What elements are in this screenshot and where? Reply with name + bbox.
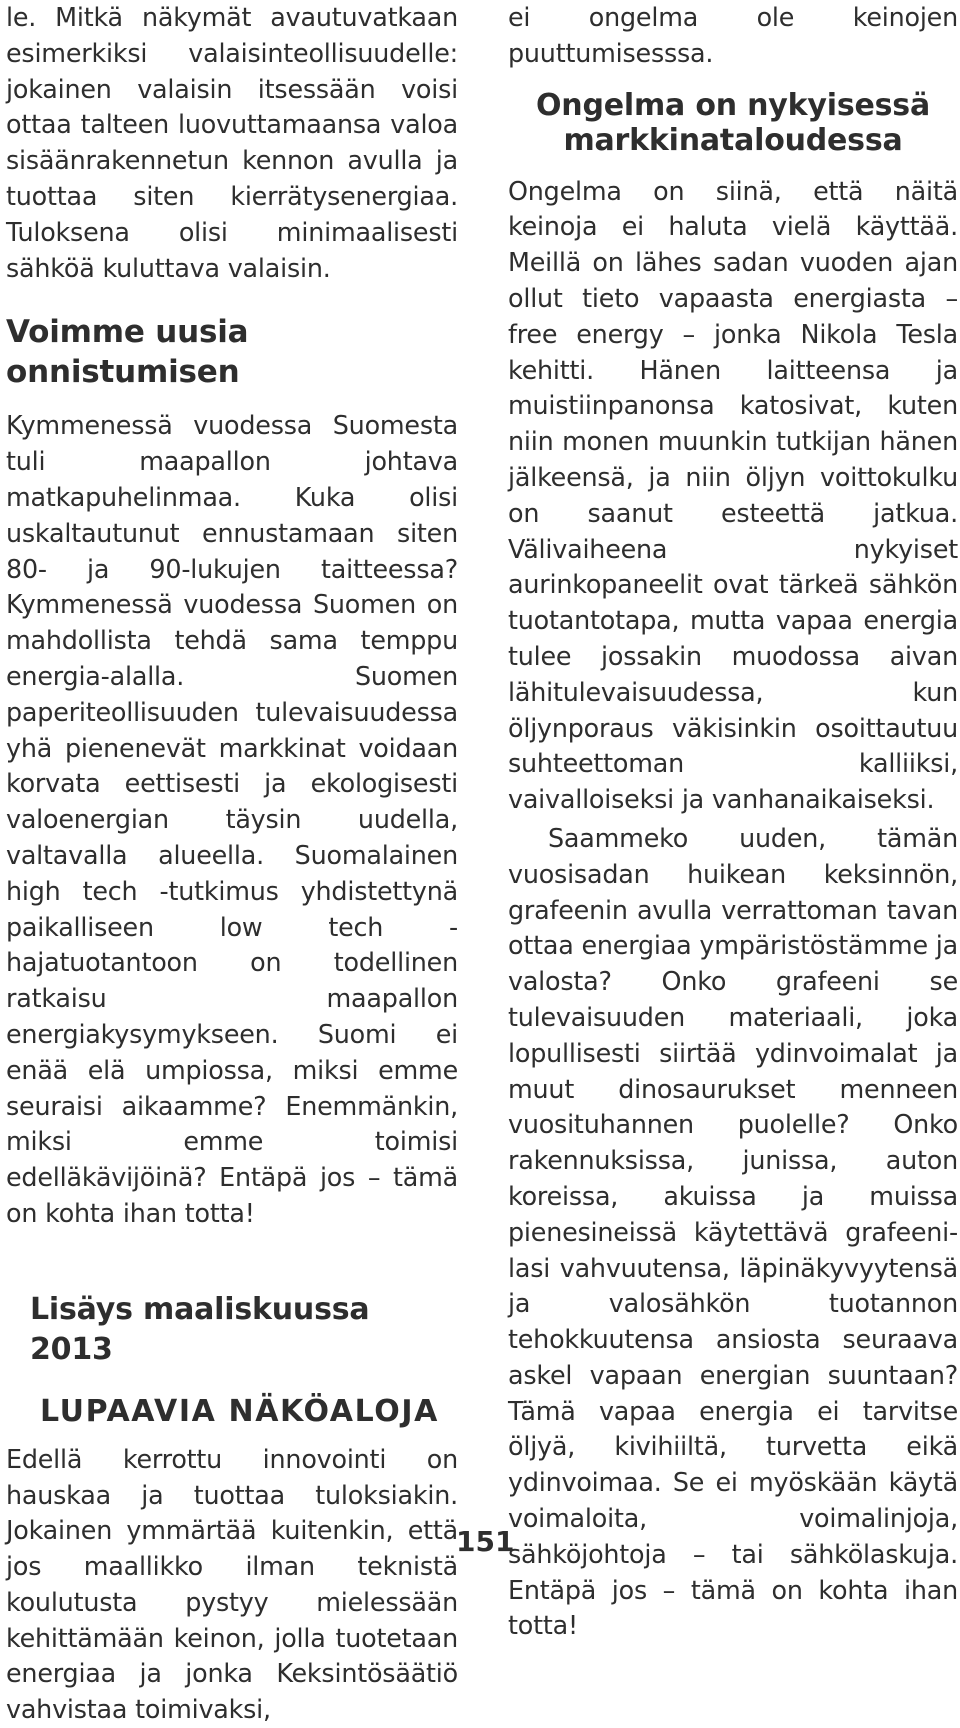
section-heading-lupaavia: LUPAAVIA NÄKÖALOJA bbox=[40, 1393, 439, 1429]
body-paragraph-ongelma: Ongelma on siinä, että näitä keinoja ei haluta vielä käyttää. Meillä on lähes sadan vuoden ajan ollut tieto vapaasta energiasta – free energy – jonka Nikola Tesla kehitti. Hänen laitteensa ja muistiinpanonsa katosivat, kuten niin monen muunkin tutkijan hänen jälkeensä, ja niin öljyn voittokulku on saanut esteettä jatkua. Välivaiheena nykyiset aurinkopaneelit ovat tärkeä sähkön tuotantotapa, mutta vapaa energia tulee jossakin muodossa aivan lähitulevaisuudessa, kun öljynporaus väkisinkin osoittautuu suhteettoman kalliiksi, vaivalloiseksi ja vanhanaikaiseksi. bbox=[508, 175, 958, 815]
intro-paragraph: le. Mitkä näkymät avautuvatkaan esimerkiksi valaisinteollisuudelle: jokainen valaisin itsessään voisi ottaa talteen luovuttamaansa valoa sisäänrakennetun kennon avulla ja tuottaa siten kierrätysenergiaa. Tuloksena olisi minimaalisesti sähköä kuluttava valaisin. bbox=[6, 2, 458, 283]
body-paragraph-voimme: Kymmenessä vuodessa Suomesta tuli maapallon johtava matkapuhelinmaa. Kuka olisi uskaltautunut ennustamaan siten 80- ja 90-lukujen taitteessa? Kymmenessä vuodessa Suomen on mahdollista tehdä sama temppu energia-alalla. Suomen paperiteollisuuden tulevaisuudessa yhä pienenevät markkinat voidaan korvata eettisesti ja ekologisesti valoenergian täysin uudella, valtavalla alueella. Suomalainen high tech -tutkimus yhdistettynä paikalliseen low tech -hajatuotantoon on todellinen ratkaisu maapallon energiakysymykseen. Suomi ei enää elä umpiossa, miksi emme seuraisi aikaamme? Enemmänkin, miksi emme toimisi edelläkävijöinä? Entäpä jos – tämä on kohta ihan totta! bbox=[6, 410, 458, 1228]
left-column bbox=[6, 0, 458, 1728]
right-column bbox=[508, 0, 958, 1644]
section-heading-lisays: Lisäys maaliskuussa 2013 bbox=[30, 1291, 370, 1367]
continued-paragraph: ei ongelma ole keinojen puuttumisesssa. bbox=[508, 2, 958, 68]
body-paragraph-lupaavia: Edellä kerrottu innovointi on hauskaa ja tuottaa tuloksiakin. Jokainen ymmärtää kuitenkin, että jos maallikko ilman teknistä koulutusta pystyy mielessään kehittämään keinon, jolla tuotetaan energiaa ja jonka Keksintösäätiö vahvistaa toimivaksi, bbox=[6, 1443, 458, 1725]
page-number: 151 bbox=[456, 1525, 515, 1558]
body-paragraph-grafeeni: Saammeko uuden, tämän vuosisadan huikean keksinnön, grafeenin avulla verrattoman tavan ottaa energiaa ympäristöstämme ja valosta? Onko grafeeni se tulevaisuuden materiaali, joka lopullisesti siirtää ydinvoimalat ja muut dinosaurukset menneen vuosituhannen puolelle? Onko rakennuksissa, junissa, auton koreissa, akuissa ja muissa pienesineissä käytettävä grafeeni-lasi vahvuutensa, läpinäkyvyytensä ja valosähkön tuotannon tehokkuutensa ansiosta seuraava askel vapaan energian suuntaan? Tämä vapaa energia ei tarvitse öljyä, kivihiiltä, turvetta eikä ydinvoimaa. Se ei myöskään käytä voimaloita, voimalinjoja, sähköjohtoja – tai sähkölaskuja. Entäpä jos – tämä on kohta ihan totta! bbox=[508, 822, 958, 1641]
section-heading-voimme: Voimme uusia onnistumisen bbox=[6, 314, 249, 391]
section-heading-ongelma: Ongelma on nykyisessä markkinataloudessa bbox=[536, 87, 930, 158]
